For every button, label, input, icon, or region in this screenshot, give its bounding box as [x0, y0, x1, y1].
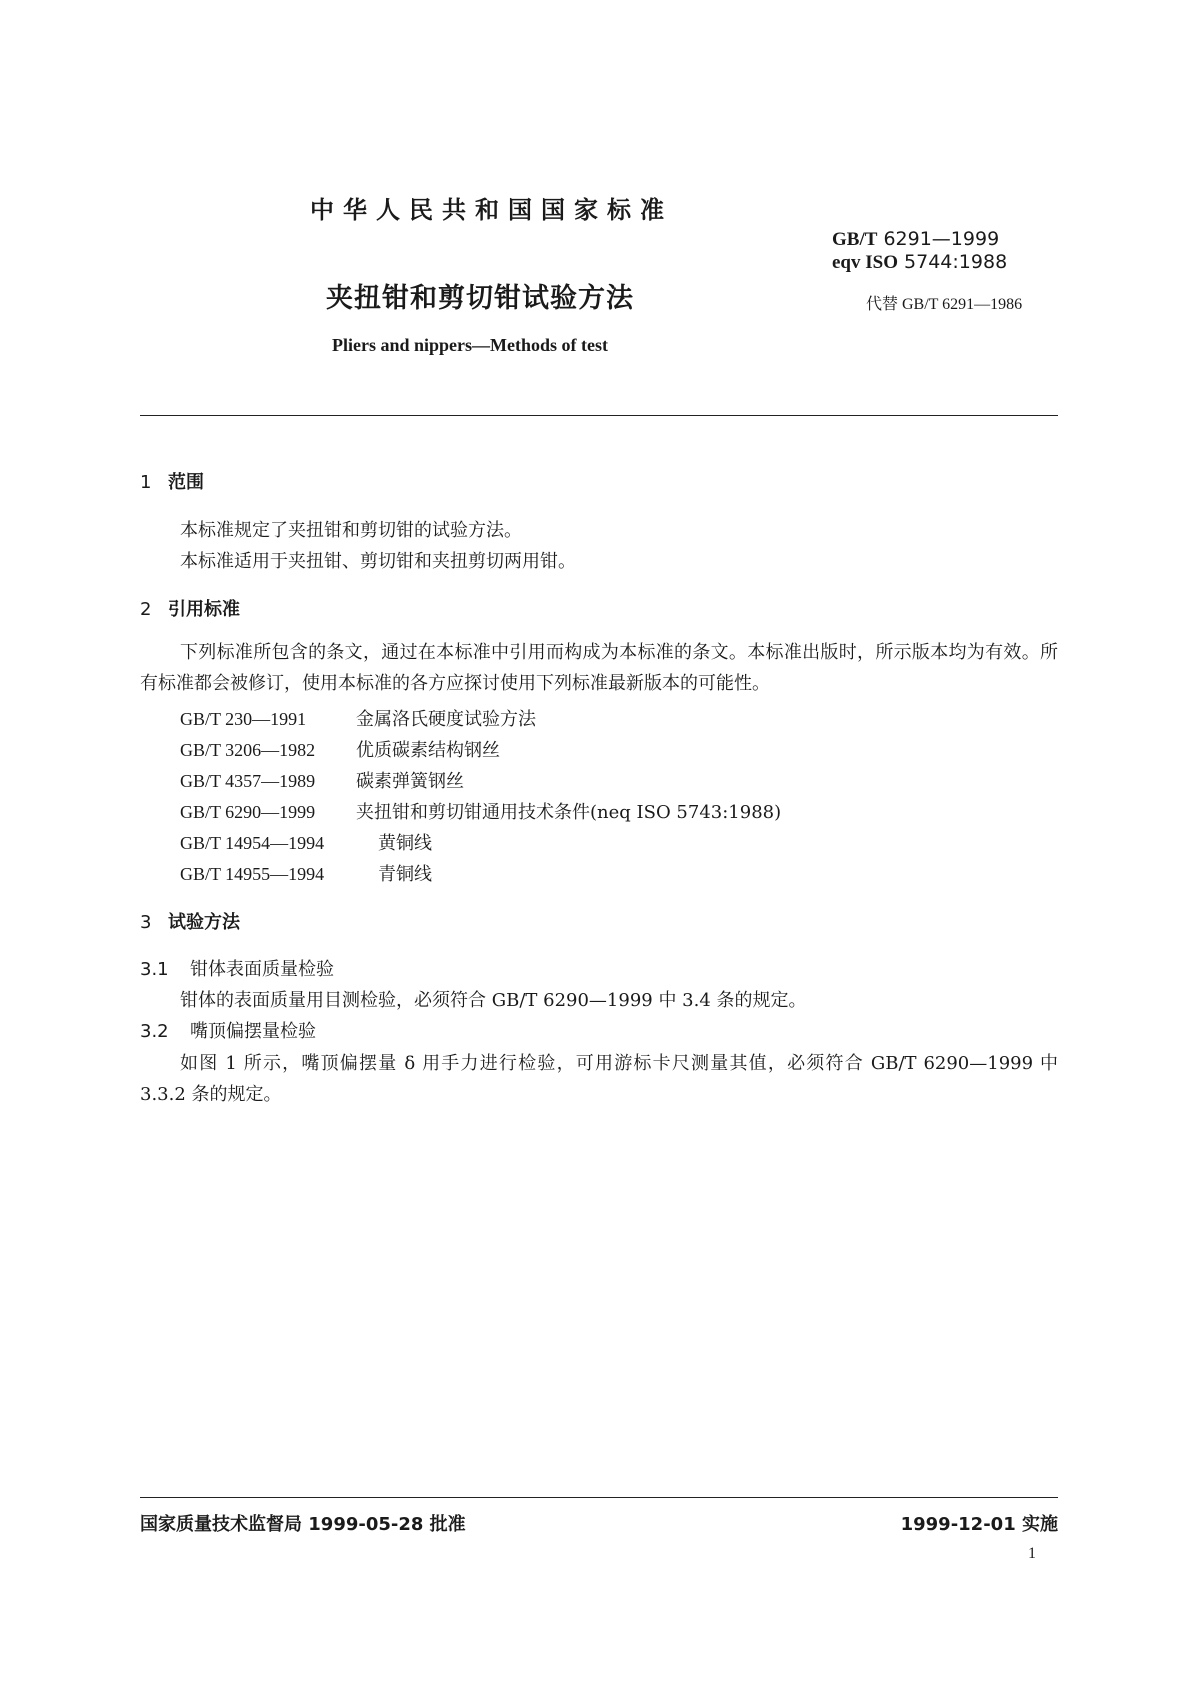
standard-prefix: GB/T [832, 229, 878, 250]
subsection-number: 3.1 [140, 959, 169, 980]
section-3-heading [140, 908, 240, 934]
reference-name: 青铜线 [378, 864, 432, 885]
header-divider [140, 415, 1058, 416]
reference-name: 黄铜线 [378, 833, 432, 854]
section-1-paragraph-1: 本标准规定了夹扭钳和剪切钳的试验方法。 [180, 520, 522, 541]
reference-name: 金属洛氏硬度试验方法 [356, 709, 536, 730]
reference-item [180, 860, 432, 886]
standard-number [832, 228, 1007, 251]
equivalent-code: 5744:1988 [904, 251, 1008, 273]
reference-name: 优质碳素结构钢丝 [356, 740, 500, 761]
implementation-date: 1999-12-01 实施 [900, 1514, 1058, 1535]
english-title: Pliers and nippers—Methods of test [332, 335, 608, 355]
replaces-note: 代替 GB/T 6291—1986 [866, 296, 1023, 313]
reference-item [180, 798, 781, 824]
country-standard-title: 中华人民共和国国家标准 [310, 196, 673, 224]
section-title: 范围 [168, 472, 204, 493]
equivalent-standard [832, 251, 1007, 274]
document-title: 夹扭钳和剪切钳试验方法 [326, 283, 634, 314]
reference-code: GB/T 4357—1989 [180, 771, 316, 791]
reference-code: GB/T 3206—1982 [180, 740, 316, 760]
reference-code: GB/T 6290—1999 [180, 802, 316, 822]
subsection-title: 嘴顶偏摆量检验 [190, 1021, 316, 1042]
section-number: 1 [140, 472, 152, 493]
reference-item [180, 705, 536, 731]
subsection-title: 钳体表面质量检验 [190, 959, 334, 980]
reference-code: GB/T 230—1991 [180, 709, 307, 729]
section-2-heading [140, 595, 240, 621]
reference-code: GB/T 14954—1994 [180, 833, 325, 853]
section-1-heading [140, 468, 204, 494]
subsection-3-2-heading [140, 1017, 316, 1043]
reference-item [180, 767, 464, 793]
section-1-paragraph-2: 本标准适用于夹扭钳、剪切钳和夹扭剪切两用钳。 [180, 551, 576, 572]
section-2-intro: 下列标准所包含的条文，通过在本标准中引用而构成为本标准的条文。本标准出版时，所示版本均为有效。所有标准都会被修订，使用本标准的各方应探讨使用下列标准最新版本的可能性。 [140, 642, 1058, 694]
page-number: 1 [1028, 1545, 1036, 1562]
reference-code: GB/T 14955—1994 [180, 864, 325, 884]
equivalent-prefix: eqv ISO [832, 252, 898, 273]
standard-code: 6291—1999 [883, 228, 1000, 250]
reference-item [180, 829, 432, 855]
section-number: 2 [140, 599, 152, 620]
subsection-number: 3.2 [140, 1021, 169, 1042]
reference-name: 夹扭钳和剪切钳通用技术条件(neq ISO 5743:1988) [356, 802, 782, 823]
subsection-3-1-heading [140, 955, 334, 981]
standard-number-block [832, 228, 1007, 274]
reference-name: 碳素弹簧钢丝 [356, 771, 464, 792]
section-title: 引用标准 [168, 599, 240, 620]
reference-item [180, 736, 500, 762]
section-number: 3 [140, 912, 152, 933]
subsection-3-2-text: 如图 1 所示，嘴顶偏摆量 δ 用手力进行检验，可用游标卡尺测量其值，必须符合 GB/T 6290—1999 中 3.3.2 条的规定。 [140, 1053, 1058, 1105]
section-title: 试验方法 [168, 912, 240, 933]
subsection-3-1-text: 钳体的表面质量用目测检验，必须符合 GB/T 6290—1999 中 3.4 条的规定。 [180, 990, 807, 1011]
approval-line: 国家质量技术监督局 1999-05-28 批准 [140, 1514, 466, 1535]
footer-divider [140, 1497, 1058, 1498]
